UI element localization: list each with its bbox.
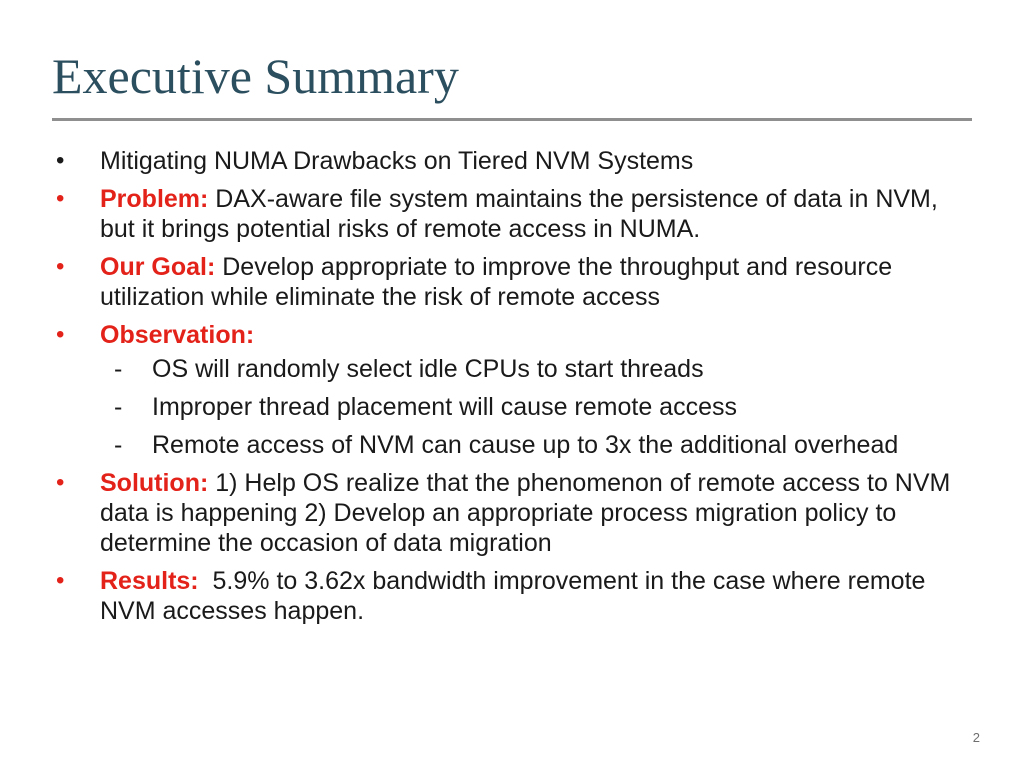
bullet-label: Observation: xyxy=(100,321,255,349)
bullet-label: Solution: xyxy=(100,469,209,497)
observation-text: Remote access of NVM can cause up to 3x the additional overhead xyxy=(152,431,899,459)
observation-list xyxy=(56,354,976,460)
bullet-text: Mitigating NUMA Drawbacks on Tiered NVM Systems xyxy=(100,147,694,175)
bullet-item-goal xyxy=(56,252,976,312)
bullet-text: DAX-aware file system maintains the persistence of data in NVM, but it brings potential risks of remote access in NUMA. xyxy=(100,185,938,243)
title-divider xyxy=(52,118,972,121)
bullet-icon: • xyxy=(56,185,65,212)
dash-icon: - xyxy=(114,393,123,421)
slide-title: Executive Summary xyxy=(52,48,459,104)
bullet-icon: • xyxy=(56,147,65,174)
bullet-item-observation xyxy=(56,320,976,350)
bullet-item-results xyxy=(56,566,976,626)
bullet-item-solution xyxy=(56,468,976,558)
bullet-label: Results: xyxy=(100,567,199,595)
observation-item xyxy=(56,354,976,384)
bullet-text: 5.9% to 3.62x bandwidth improvement in the case where remote NVM accesses happen. xyxy=(100,567,933,625)
observation-item xyxy=(56,430,976,460)
dash-icon: - xyxy=(114,355,123,383)
bullet-text: Develop appropriate to improve the throughput and resource utilization while eliminate the risk of remote access xyxy=(100,253,893,311)
bullet-label: Our Goal: xyxy=(100,253,216,281)
observation-item xyxy=(56,392,976,422)
bullet-item xyxy=(56,146,976,176)
observation-text: OS will randomly select idle CPUs to start threads xyxy=(152,355,704,383)
bullet-icon: • xyxy=(56,253,65,280)
bullet-icon: • xyxy=(56,567,65,594)
page-number: 2 xyxy=(972,730,980,745)
bullet-label: Problem: xyxy=(100,185,209,213)
bullet-item-problem xyxy=(56,184,976,244)
slide-content xyxy=(56,146,976,634)
dash-icon: - xyxy=(114,431,123,459)
bullet-icon: • xyxy=(56,469,65,496)
bullet-text: 1) Help OS realize that the phenomenon of remote access to NVM data is happening 2) Develop an appropriate process migration policy to determine the occasion of data migration xyxy=(100,469,951,557)
observation-text: Improper thread placement will cause remote access xyxy=(152,393,737,421)
bullet-icon: • xyxy=(56,321,65,348)
